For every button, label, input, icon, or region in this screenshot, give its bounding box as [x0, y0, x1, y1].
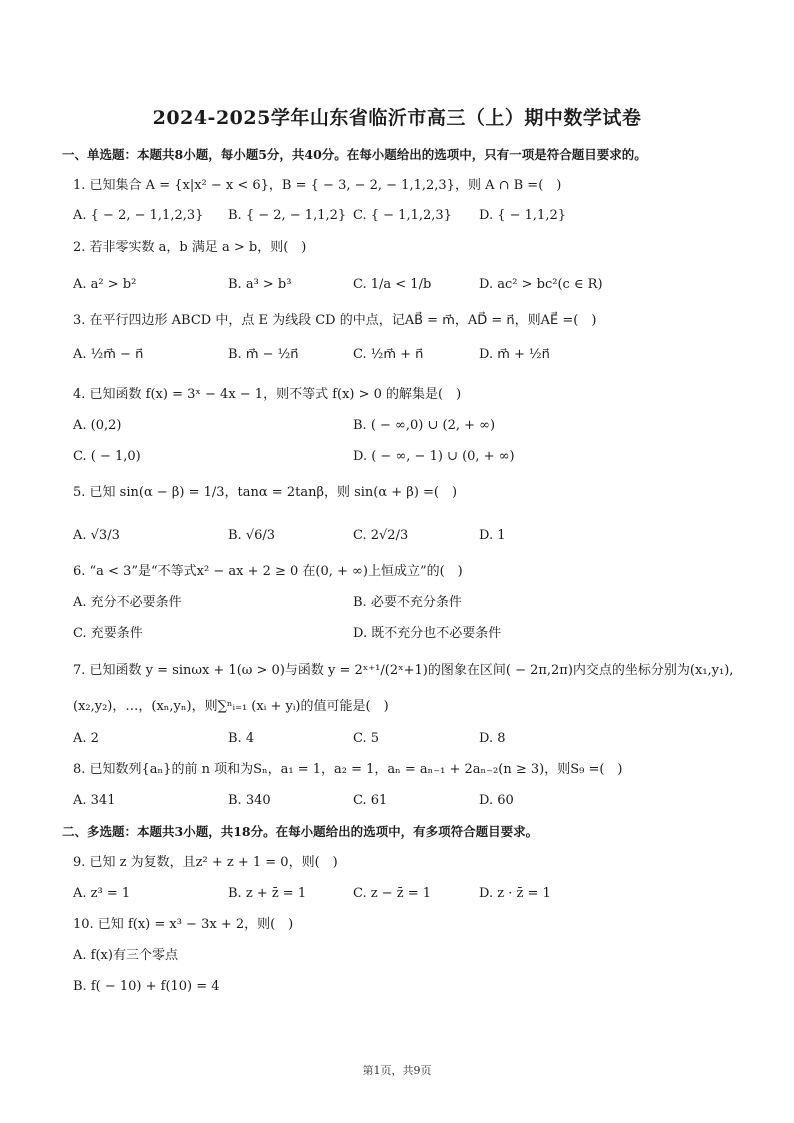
- question-9-option-a: A. z³ = 1: [73, 886, 131, 901]
- question-1-option-a: A. { − 2, − 1,1,2,3}: [73, 208, 204, 223]
- question-4-option-a: A. (0,2): [73, 418, 122, 433]
- question-8-option-b: B. 340: [228, 793, 271, 808]
- question-7-options: [73, 730, 753, 752]
- question-4-options-row-1: [73, 417, 753, 439]
- question-6-option-a: A. 充分不必要条件: [73, 595, 182, 610]
- question-4-options-row-2: [73, 448, 753, 470]
- question-8-options: [73, 792, 753, 814]
- question-5-option-a: A. √3/3: [73, 528, 120, 543]
- question-3-stem: 3. 在平行四边形 ABCD 中，点 E 为线段 CD 的中点，记AB⃗ = m⃗，AD⃗ = n⃗，则AE⃗ =( ): [73, 313, 597, 328]
- page-title: 2024-2025学年山东省临沂市高三（上）期中数学试卷: [152, 107, 642, 129]
- question-6-options-row-1: [73, 594, 753, 616]
- section-heading-single-choice: 一、单选题：本题共8小题，每小题5分，共40分。在每小题给出的选项中，只有一项是符合题目要求的。: [62, 147, 647, 162]
- question-10-stem: 10. 已知 f(x) = x³ − 3x + 2，则( ): [73, 917, 294, 932]
- question-7-option-c: C. 5: [353, 731, 380, 746]
- question-7-stem: 7. 已知函数 y = sinωx + 1(ω > 0)与函数 y = 2ˣ⁺¹/(2ˣ+1)的图象在区间( − 2π,2π)内交点的坐标分别为(x₁,y₁),: [73, 663, 734, 678]
- question-8-option-c: C. 61: [353, 793, 388, 808]
- question-7-option-b: B. 4: [228, 731, 255, 746]
- question-10-option-a: A. f(x)有三个零点: [73, 948, 178, 963]
- question-8-option-a: A. 341: [73, 793, 116, 808]
- question-5-stem: 5. 已知 sin(α − β) = 1/3，tanα = 2tanβ，则 sin(α + β) =( ): [73, 485, 458, 500]
- question-8-option-d: D. 60: [479, 793, 514, 808]
- question-2-stem: 2. 若非零实数 a，b 满足 a > b，则( ): [73, 240, 307, 255]
- question-6-option-b: B. 必要不充分条件: [353, 595, 462, 610]
- question-5-option-d: D. 1: [479, 528, 506, 543]
- question-1-options: [73, 207, 753, 229]
- question-5-option-c: C. 2√2/3: [353, 528, 409, 543]
- question-3-options: [73, 346, 753, 368]
- question-1-option-b: B. { − 2, − 1,1,2}: [228, 208, 347, 223]
- question-4-option-b: B. ( − ∞,0) ∪ (2, + ∞): [353, 418, 496, 433]
- question-4-option-c: C. ( − 1,0): [73, 449, 141, 464]
- question-9-option-d: D. z · z̄ = 1: [479, 886, 551, 901]
- question-5-option-b: B. √6/3: [228, 528, 276, 543]
- question-9-options: [73, 885, 753, 907]
- question-10-option-b: B. f( − 10) + f(10) = 4: [73, 979, 220, 994]
- page-footer: 第1页，共9页: [362, 1064, 432, 1077]
- question-3-option-d: D. m⃗ + ½n⃗: [479, 347, 550, 362]
- question-3-option-b: B. m⃗ − ½n⃗: [228, 347, 299, 362]
- question-7-option-a: A. 2: [73, 731, 99, 746]
- section-heading-multiple-choice: 二、多选题：本题共3小题，共18分。在每小题给出的选项中，有多项符合题目要求。: [62, 824, 539, 839]
- question-7-option-d: D. 8: [479, 731, 506, 746]
- question-6-stem: 6. “a < 3”是“不等式x² − ax + 2 ≥ 0 在(0, + ∞)上恒成立”的( ): [73, 564, 463, 579]
- question-1-option-c: C. { − 1,1,2,3}: [353, 208, 452, 223]
- question-6-option-c: C. 充要条件: [73, 626, 143, 641]
- question-7-stem-continued: (x₂,y₂)，…，(xₙ,yₙ)，则∑ⁿᵢ₌₁ (xᵢ + yᵢ)的值可能是( ): [73, 699, 389, 714]
- question-2-options: [73, 276, 753, 298]
- question-2-option-c: C. 1/a < 1/b: [353, 277, 432, 292]
- question-2-option-a: A. a² > b²: [73, 277, 137, 292]
- question-9-stem: 9. 已知 z 为复数，且z² + z + 1 = 0，则( ): [73, 855, 338, 870]
- question-4-stem: 4. 已知函数 f(x) = 3ˣ − 4x − 1，则不等式 f(x) > 0 的解集是( ): [73, 387, 462, 402]
- question-2-option-d: D. ac² > bc²(c ∈ R): [479, 277, 603, 292]
- question-8-stem: 8. 已知数列{aₙ}的前 n 项和为Sₙ，a₁ = 1，a₂ = 1，aₙ = aₙ₋₁ + 2aₙ₋₂(n ≥ 3)，则S₉ =( ): [73, 762, 623, 777]
- question-9-option-c: C. z − z̄ = 1: [353, 886, 432, 901]
- question-9-option-b: B. z + z̄ = 1: [228, 886, 307, 901]
- question-5-options: [73, 527, 753, 549]
- question-1-stem: 1. 已知集合 A = {x|x² − x < 6}，B = { − 3, − 2, − 1,1,2,3}，则 A ∩ B =( ): [73, 178, 562, 193]
- question-1-option-d: D. { − 1,1,2}: [479, 208, 567, 223]
- question-3-option-c: C. ½m⃗ + n⃗: [353, 347, 424, 362]
- question-3-option-a: A. ½m⃗ − n⃗: [73, 347, 144, 362]
- question-2-option-b: B. a³ > b³: [228, 277, 292, 292]
- question-6-options-row-2: [73, 625, 753, 647]
- question-6-option-d: D. 既不充分也不必要条件: [353, 626, 502, 641]
- question-4-option-d: D. ( − ∞, − 1) ∪ (0, + ∞): [353, 449, 515, 464]
